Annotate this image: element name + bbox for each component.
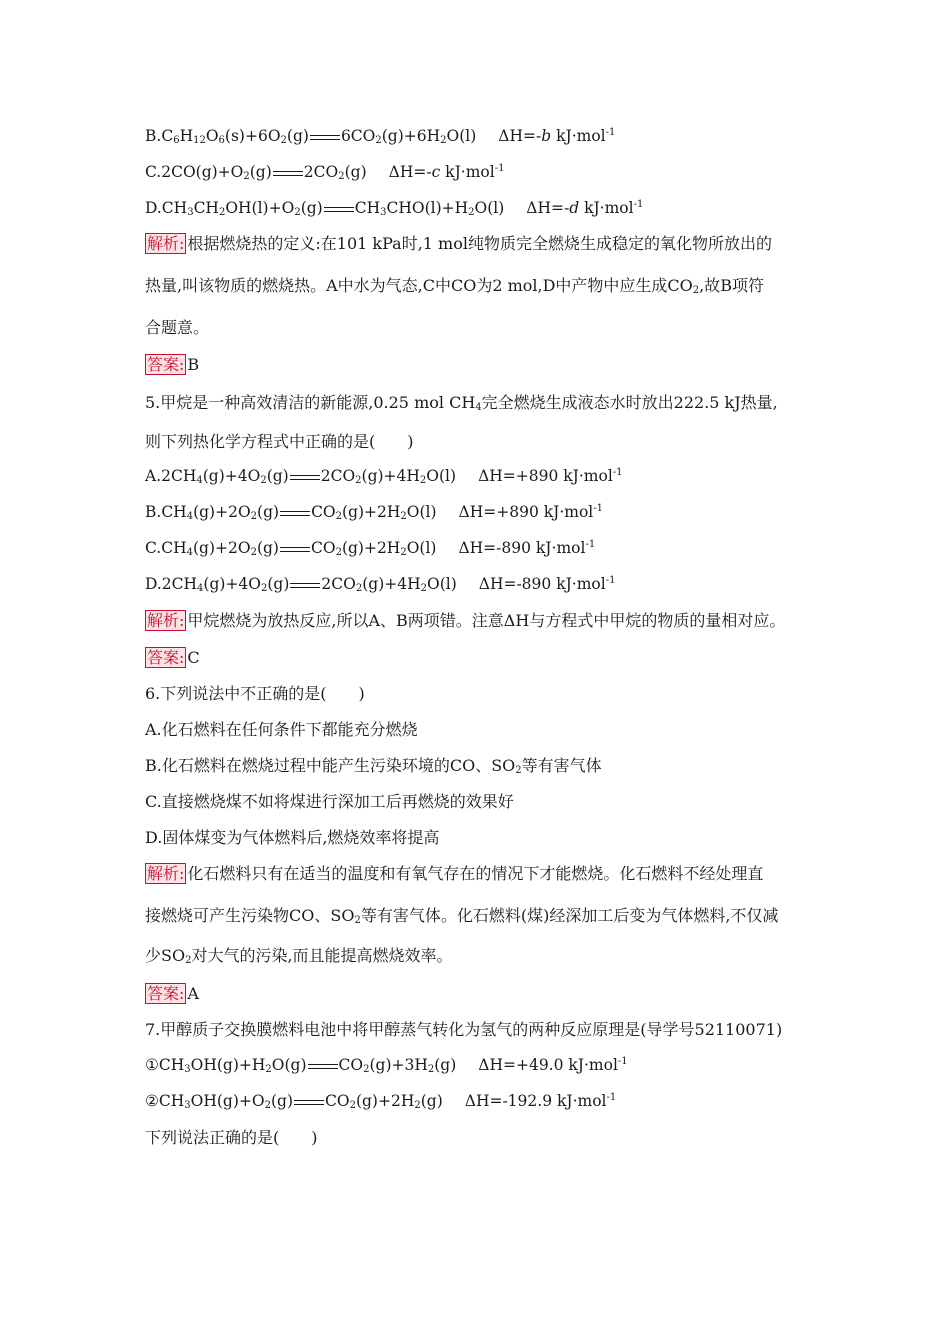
- answer-tag: 答案:: [147, 648, 185, 667]
- reaction-arrow-icon: [290, 583, 320, 588]
- reaction-arrow-icon: [294, 1100, 324, 1105]
- q6-analysis-line-2: 接燃烧可产生污染物CO、$SO_2$等有害气体。化石燃料(煤)经深加工后变为气体燃料,不仅减: [145, 906, 779, 926]
- answer-value: A: [187, 984, 199, 1003]
- q5-analysis: 解析: 甲烷燃烧为放热反应,所以A、B两项错。注意ΔH与方程式中甲烷的物质的量相对应。: [147, 611, 786, 630]
- q5-option-c: $C.CH_4(g)+2O_2(g)$ $CO_2(g)+2H_2O(l)$ ΔH=-890 kJ·mol$^{-1}$: [145, 539, 596, 558]
- q7-reaction-2: $②CH_3OH(g)+O_2(g)$ $CO_2(g)+2H_2(g)$ ΔH=-192.9 kJ·mol$^{-1}$: [145, 1092, 617, 1111]
- answer-tag: 答案:: [147, 355, 185, 374]
- q7-stem: 7.甲醇质子交换膜燃料电池中将甲醇蒸气转化为氢气的两种反应原理是(导学号52110071): [145, 1020, 783, 1039]
- q4-answer: [145, 355, 199, 375]
- q4-option-b: $B.C_6H_{12}O_6(s)+6O_2(g)$ $6CO_2(g)+6H_2O(l)$ ΔH=-b kJ·mol$^{-1}$: [145, 127, 616, 146]
- q5-stem-line-2: 则下列热化学方程式中正确的是( ): [145, 432, 414, 451]
- q6-analysis-line-1: 解析: 化石燃料只有在适当的温度和有氧气存在的情况下才能燃烧。化石燃料不经处理直: [147, 864, 764, 883]
- answer-value: B: [187, 355, 200, 374]
- answer-tag: 答案:: [147, 984, 185, 1003]
- q6-option-a: A.化石燃料在任何条件下都能充分燃烧: [145, 720, 418, 739]
- q5-option-b: $B.CH_4(g)+2O_2(g)$ $CO_2(g)+2H_2O(l)$ ΔH=+890 kJ·mol$^{-1}$: [145, 503, 604, 522]
- q6-option-c: C.直接燃烧煤不如将煤进行深加工后再燃烧的效果好: [145, 792, 514, 811]
- q4-option-d: $D.CH_3CH_2OH(l)+O_2(g)$ $CH_3CHO(l)+H_2O(l)$ ΔH=-d kJ·mol$^{-1}$: [145, 199, 644, 218]
- q4-analysis-line-3: 合题意。: [145, 318, 210, 337]
- q5-stem-line-1: 5.甲烷是一种高效清洁的新能源,0.25 mol $CH_4$完全燃烧生成液态水时放出222.5 kJ热量,: [145, 393, 778, 413]
- q7-question: 下列说法正确的是( ): [145, 1128, 318, 1147]
- reaction-arrow-icon: [273, 171, 303, 176]
- q6-option-b: B.化石燃料在燃烧过程中能产生污染环境的CO、$SO_2$等有害气体: [145, 756, 602, 776]
- reaction-arrow-icon: [280, 511, 310, 516]
- reaction-arrow-icon: [310, 135, 340, 140]
- reaction-arrow-icon: [280, 547, 310, 552]
- q5-answer: [145, 648, 200, 668]
- q6-analysis-line-3: 少$SO_2$对大气的污染,而且能提高燃烧效率。: [145, 946, 453, 966]
- q7-reaction-1: $①CH_3OH(g)+H_2O(g)$ $CO_2(g)+3H_2(g)$ ΔH=+49.0 kJ·mol$^{-1}$: [145, 1056, 628, 1075]
- analysis-tag: 解析:: [147, 864, 185, 883]
- reaction-arrow-icon: [308, 1064, 338, 1069]
- q4-analysis-line-1: 解析: 根据燃烧热的定义:在101 kPa时,1 mol纯物质完全燃烧生成稳定的氧化物所放出的: [147, 234, 772, 253]
- reaction-arrow-icon: [324, 207, 354, 212]
- q5-option-a: $A.2CH_4(g)+4O_2(g)$ $2CO_2(g)+4H_2O(l)$ ΔH=+890 kJ·mol$^{-1}$: [145, 467, 623, 486]
- analysis-tag: 解析:: [147, 611, 185, 630]
- reaction-arrow-icon: [290, 475, 320, 480]
- answer-value: C: [187, 648, 200, 667]
- q6-stem: 6.下列说法中不正确的是( ): [145, 684, 365, 703]
- q6-answer: [145, 984, 199, 1004]
- q5-option-d: $D.2CH_4(g)+4O_2(g)$ $2CO_2(g)+4H_2O(l)$ ΔH=-890 kJ·mol$^{-1}$: [145, 575, 616, 594]
- q4-analysis-line-2: 热量,叫该物质的燃烧热。A中水为气态,C中CO为2 mol,D中产物中应生成$CO_2$,故B项符: [145, 276, 765, 296]
- q4-option-c: $C.2CO(g)+O_2(g)$ $2CO_2(g)$ ΔH=-c kJ·mol$^{-1}$: [145, 163, 505, 182]
- analysis-tag: 解析:: [147, 234, 185, 253]
- q6-option-d: D.固体煤变为气体燃料后,燃烧效率将提高: [145, 828, 440, 847]
